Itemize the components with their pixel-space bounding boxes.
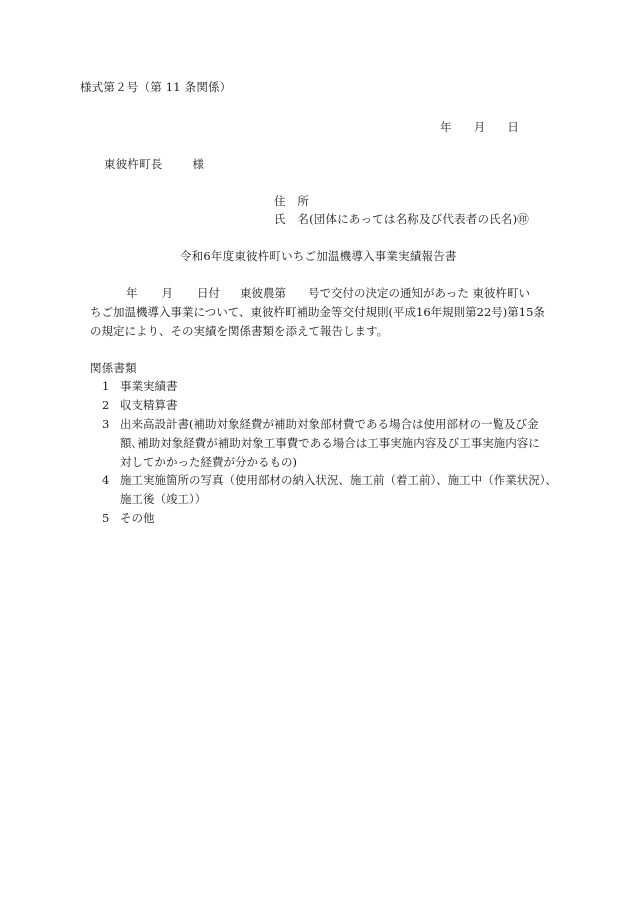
addressee-name: 東彼杵町長 xyxy=(104,157,163,171)
item-number: 3 xyxy=(102,417,110,431)
document-title: 令和6年度東彼杵町いちご加温機導入事業実績報告書 xyxy=(180,249,457,263)
body-line-2: ちご加温機導入事業について、東彼杵町補助金等交付規則(平成16年規則第22号)第15条 xyxy=(90,305,545,319)
item-number: 4 xyxy=(102,473,110,487)
item-number: 2 xyxy=(102,398,110,412)
related-docs-heading: 関係書類 xyxy=(90,361,137,375)
related-doc-item xyxy=(102,415,540,472)
date-month: 月 xyxy=(473,120,486,134)
body-ref: 東彼農第 xyxy=(240,286,286,300)
item-text: 施工実施箇所の写真（使用部材の納入状況、施工前（着工前）、施工中（作業状況）、 xyxy=(120,473,557,487)
item-text-continued: 額､補助対象経費が補助対象工事費である場合は工事実施内容及び工事実施内容に xyxy=(120,436,540,450)
body-day: 日付 xyxy=(197,286,220,300)
item-text-continued: 対してかかった経費が分かるもの) xyxy=(120,455,297,469)
item-number: 1 xyxy=(102,379,110,393)
body-year: 年 xyxy=(126,286,138,300)
item-text-continued: 施工後（竣工）） xyxy=(120,492,207,506)
address-label: 住 所 xyxy=(274,194,310,208)
form-number: 様式第２号（第 11 条関係） xyxy=(80,80,232,94)
item-text: 収支精算書 xyxy=(120,398,178,412)
related-doc-item xyxy=(102,471,557,509)
date-line xyxy=(440,120,519,134)
date-day: 日 xyxy=(507,120,520,134)
related-doc-item xyxy=(102,377,178,396)
item-text: 事業実績書 xyxy=(120,379,178,393)
body-rest: 号で交付の決定の通知があった 東彼杵町い xyxy=(308,286,531,300)
body-month: 月 xyxy=(161,286,173,300)
date-year: 年 xyxy=(440,120,452,134)
related-doc-item xyxy=(102,509,155,528)
related-doc-item xyxy=(102,396,178,415)
item-number: 5 xyxy=(102,511,110,525)
addressee xyxy=(104,157,204,171)
body-paragraph xyxy=(90,284,560,341)
addressee-honorific: 様 xyxy=(192,157,205,171)
body-line-1 xyxy=(90,284,560,303)
item-text: 出来高設計書(補助対象経費が補助対象部材費である場合は使用部材の一覧及び金 xyxy=(120,417,539,431)
body-line-3: の規定により、その実績を関係書類を添えて報告します。 xyxy=(90,324,389,338)
name-label: 氏 名(団体にあっては名称及び代表者の氏名)㊞ xyxy=(274,212,529,226)
item-text: その他 xyxy=(120,511,155,525)
